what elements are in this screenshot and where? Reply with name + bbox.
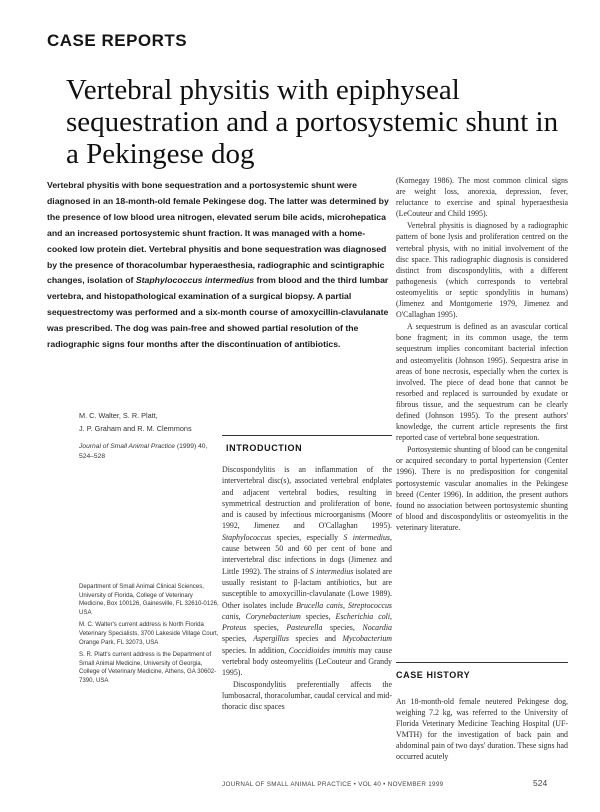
right-paragraph-3: A sequestrum is defined as an avascular cortical bone fragment; in its common usage, the term sequestrum implies concomitant bacterial infection and osteomyelitis (Johnson 1995). Sequestra arise in areas of bone necrosis, especially when the cortex is involved. The piece of dead bone that cannot be resorbed and replaced is surrounded by exudate or fibrous tissue, and the sequestrum can be clearly defined (Johnson 1995). To the present authors' knowledge, the current article represents the first reported case of vertebral bone sequestration. (396, 322, 568, 443)
right-column-top (396, 175, 568, 533)
affiliation-1: Department of Small Animal Clinical Sciences, University of Florida, College of Veterinary Medicine, Box 100126, Gainesville, FL 32610-0126, USA (79, 583, 219, 616)
case-history-body: An 18-month-old female neutered Pekingese dog, weighing 7.2 kg, was referred to the University of Florida Veterinary Medicine Teaching Hospital (UF-VMTH) for the investigation of back pain and abdominal pain of two days' duration. These signs had occurred acutely (396, 697, 568, 762)
running-footer: JOURNAL OF SMALL ANIMAL PRACTICE • VOL 40 • NOVEMBER 1999 (222, 781, 444, 788)
introduction-paragraph-1: Discospondylitis is an inflammation of the intervertebral disc(s), associated vertebral endplates and adjacent vertebral bodies, resulting in symmetrical destruction and proliferation of bone, and is caused by infectious microorganisms (Moore 1992, Jimenez and O'Callaghan 1995). Staphylococcus species, especially S intermedius, cause between 50 and 60 per cent of bone and intervertebral disc infections in dogs (Jimenez and Little 1992). The strains of S intermedius isolated are usually resistant to β-lactam antibiotics, but are susceptible to amoxycillin-clavulanate (Lowe 1989). Other isolates include Brucella canis, Streptococcus canis, Corynebacterium species, Escherichia coli, Proteus species, Pasteurella species, Nocardia species, Aspergillus species and Mycobacterium species. In addition, Coccidioides immitis may cause vertebral body osteomyelitis (LeCouteur and Grandy 1995). (222, 465, 392, 678)
journal-name: Journal of Small Animal Practice (79, 443, 176, 450)
page-number: 524 (533, 778, 548, 788)
affiliation-2: M. C. Walter's current address is North Florida Veterinary Specialists, 3700 Lakeside Village Court, Orange Park, FL 32073, USA (79, 621, 219, 646)
affiliations (79, 583, 219, 690)
abstract-organism: Staphylococcus intermedius (135, 275, 255, 286)
abstract (47, 178, 392, 353)
case-history-rule (396, 662, 568, 663)
affiliation-3: S. R. Platt's current address is the Department of Small Animal Medicine, University of Georgia, College of Veterinary Medicine, Athens, GA 30602-7390, USA (79, 651, 217, 684)
introduction-body (222, 464, 392, 713)
journal-citation: (1999) 40, 524–528 (79, 443, 208, 460)
introduction-heading: INTRODUCTION (226, 443, 303, 453)
journal-reference (79, 442, 224, 461)
abstract-text-1: Vertebral physitis with bone sequestration and a portosystemic shunt were diagnosed in an 18-month-old female Pekingese dog. The latter was determined by the presence of low blood urea nitrogen, elevated serum bile acids, microhepatica and an increased portosystemic shunt fraction. It was managed with a home-cooked low protein diet. Vertebral physitis and bone sequestration was diagnosed by the presence of thoracolumbar hyperaesthesia, radiographic and scintigraphic changes, isolation of (47, 180, 389, 286)
right-paragraph-1: (Kornegay 1986). The most common clinical signs are weight loss, anorexia, depression, fever, reluctance to exercise and spinal hyperaesthesia (LeCouteur and Child 1995). (396, 176, 568, 219)
case-history-heading: CASE HISTORY (396, 670, 471, 680)
right-paragraph-4: Portosystemic shunting of blood can be congenital or acquired secondary to portal hypertension (Center 1996). There is no predisposition for congenital portosystemic vascular anomalies in the Pekingese breed (Center 1996). In addition, the present authors found no association between portosystemic shunting of blood and discospondylitis or osteomyelitis in the veterinary literature. (396, 445, 568, 532)
abstract-text-2: from blood and the third lumbar vertebra, and histopathological examination of a surgical biopsy. A partial sequestrectomy was performed and a six-month course of amoxycillin-clavulanate was prescribed. The dog was pain-free and showed partial resolution of the radiographic signs four months after the discontinuation of antibiotics. (47, 275, 389, 350)
introduction-rule (222, 435, 392, 436)
right-paragraph-2: Vertebral physitis is diagnosed by a radiographic pattern of bone lysis and proliferation centred on the vertebral physis, with no initial involvement of the disc space. This radiographic diagnosis is considered distinct from discospondylitis, with a different pathogenesis (which corresponds to vertebral osteomyelitis or septic spondylitis in humans) (Jimenez and Montgomerie 1979, Jimenez and O'Callaghan 1995). (396, 221, 568, 320)
author-line-2: J. P. Graham and R. M. Clemmons (79, 424, 192, 433)
introduction-paragraph-2: Discospondylitis preferentially affects the lumbosacral, thoracolumbar, caudal cervical and mid-thoracic disc spaces (222, 679, 392, 712)
section-label: CASE REPORTS (47, 31, 188, 50)
article-title: Vertebral physitis with epiphyseal sequestration and a portosystemic shunt in a Pekingese dog (66, 74, 559, 170)
author-line-1: M. C. Walter, S. R. Platt, (79, 411, 158, 420)
author-list (79, 409, 219, 435)
